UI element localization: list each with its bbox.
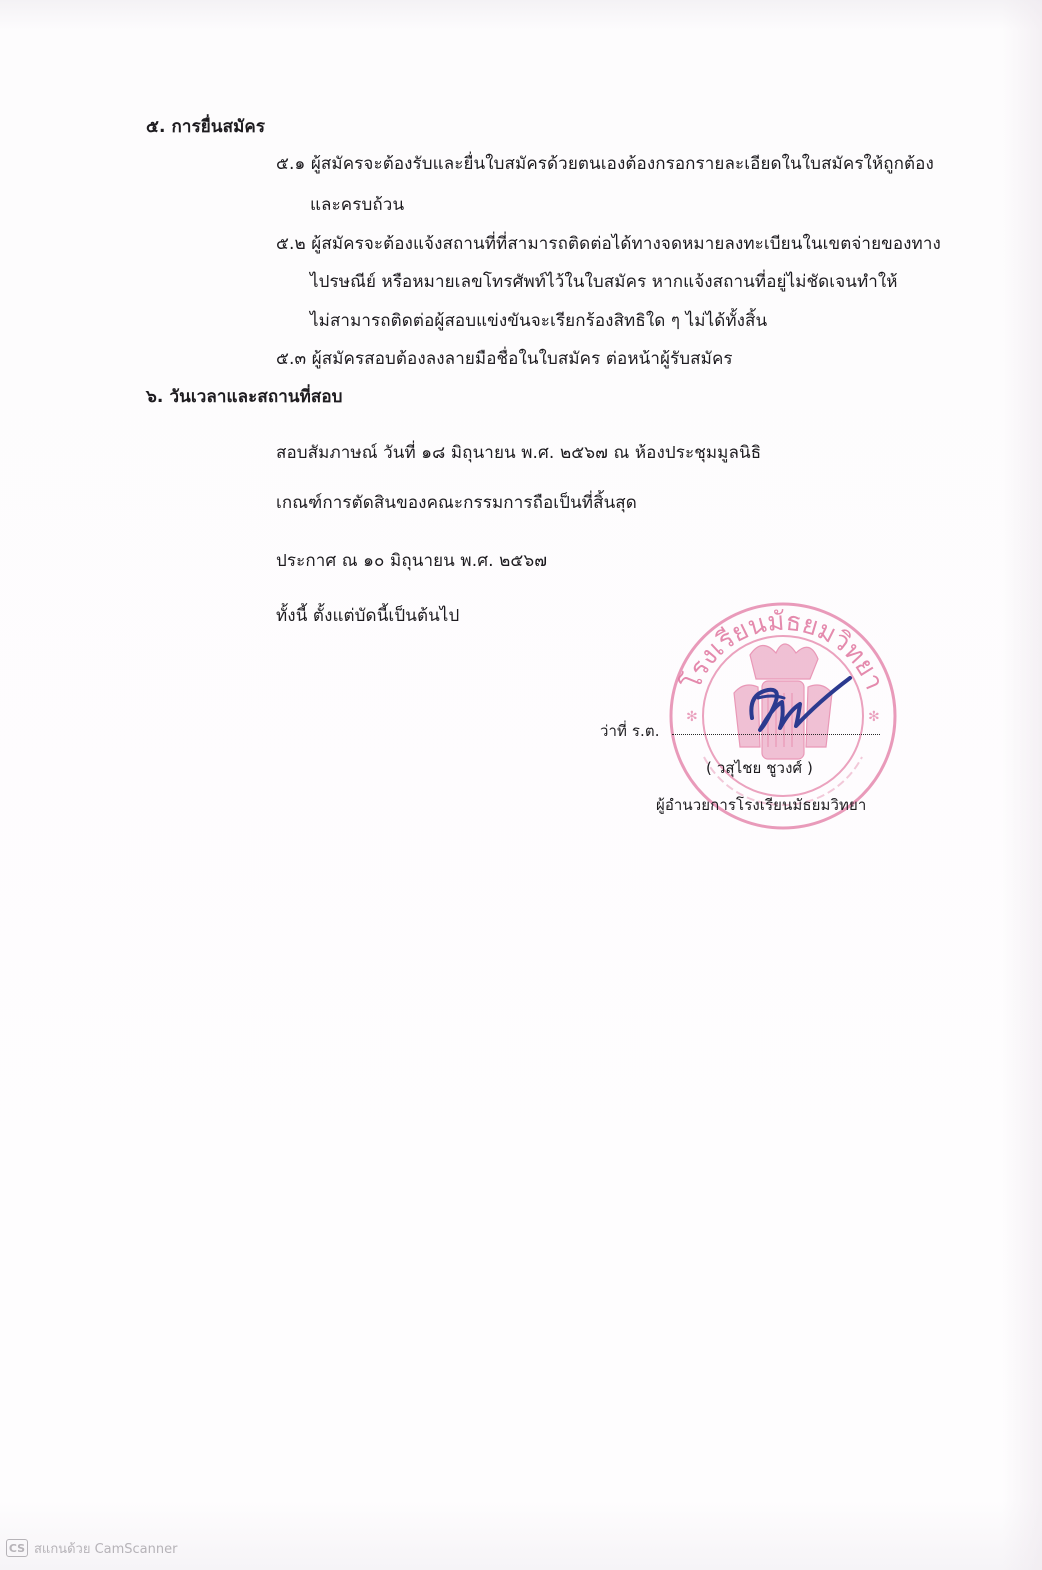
item-5-2-line-3: ไม่สามารถติดต่อผู้สอบแข่งขันจะเรียกร้องสิทธิใด ๆ ไม่ได้ทั้งสิ้น — [310, 311, 768, 331]
item-5-1-line-2: และครบถ้วน — [310, 195, 405, 215]
camscanner-watermark — [6, 1537, 177, 1559]
svg-text:โรงเรียนมัธยมวิทยา: โรงเรียนมัธยมวิทยา — [676, 606, 890, 695]
camscanner-logo-icon: CS — [6, 1539, 28, 1557]
item-5-3-line-1: ๕.๓ ผู้สมัครสอบต้องลงลายมือชื่อในใบสมัคร ต่อหน้าผู้รับสมัคร — [276, 349, 733, 369]
signature-line — [672, 734, 880, 735]
section-5-heading: ๕. การยื่นสมัคร — [146, 117, 266, 137]
signer-name: ( วสุไชย ชูวงศ์ ) — [706, 759, 813, 777]
svg-text:✻: ✻ — [868, 709, 880, 725]
signer-position: ผู้อำนวยการโรงเรียนมัธยมวิทยา — [656, 796, 867, 814]
effective-statement: ทั้งนี้ ตั้งแต่บัดนี้เป็นต้นไป — [276, 606, 460, 626]
signer-rank: ว่าที่ ร.ต. — [600, 722, 660, 740]
svg-text:✻: ✻ — [686, 709, 698, 725]
judging-criteria: เกณฑ์การตัดสินของคณะกรรมการถือเป็นที่สิ้นสุด — [276, 493, 637, 513]
item-5-1-line-1: ๕.๑ ผู้สมัครจะต้องรับและยื่นใบสมัครด้วยตนเองต้องกรอกรายละเอียดในใบสมัครให้ถูกต้อง — [276, 154, 934, 174]
scan-shadow — [1002, 0, 1042, 1570]
item-5-2-line-1: ๕.๒ ผู้สมัครจะต้องแจ้งสถานที่ที่สามารถติดต่อได้ทางจดหมายลงทะเบียนในเขตจ่ายของทาง — [276, 234, 941, 254]
camscanner-label: สแกนด้วย CamScanner — [34, 1541, 178, 1557]
item-5-2-line-2: ไปรษณีย์ หรือหมายเลขโทรศัพท์ไว้ในใบสมัคร หากแจ้งสถานที่อยู่ไม่ชัดเจนทำให้ — [310, 272, 898, 292]
announcement-date: ประกาศ ณ ๑๐ มิถุนายน พ.ศ. ๒๕๖๗ — [276, 551, 548, 571]
interview-date: สอบสัมภาษณ์ วันที่ ๑๘ มิถุนายน พ.ศ. ๒๕๖๗ ณ ห้องประชุมมูลนิธิ — [276, 443, 762, 463]
section-6-heading: ๖. วันเวลาและสถานที่สอบ — [146, 387, 343, 407]
